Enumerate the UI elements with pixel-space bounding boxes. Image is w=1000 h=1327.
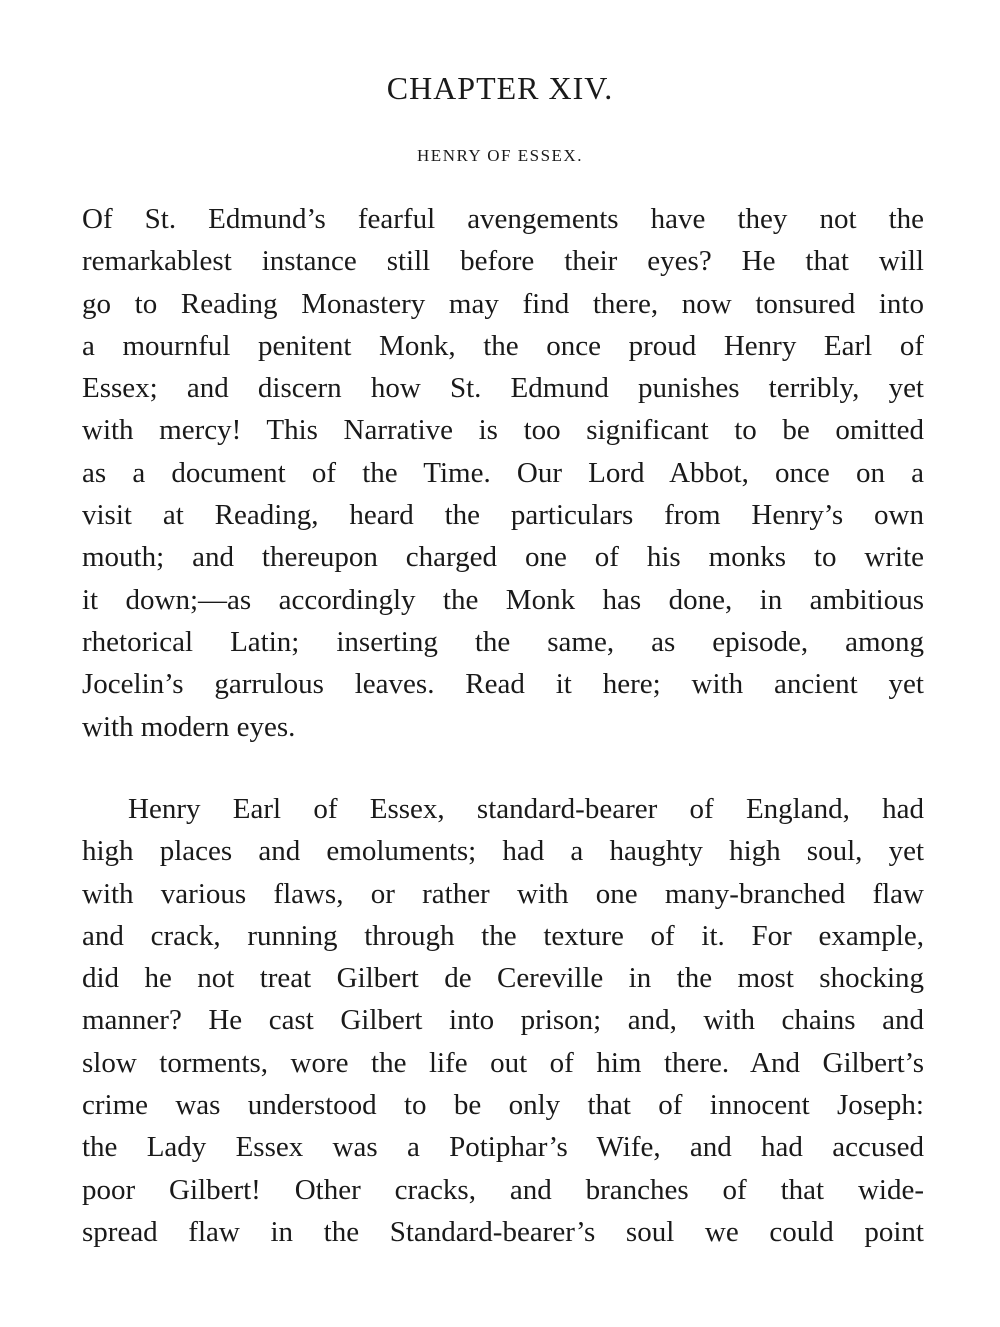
text-line: a mournful penitent Monk, the once proud Henry Earl of [82,329,924,362]
text-line: remarkablest instance still before their eyes? He that will [82,245,924,278]
text-line: as a document of the Time. Our Lord Abbot, once on a [82,456,924,489]
text-line: with various flaws, or rather with one many-branched flaw [82,877,924,910]
chapter-title: CHAPTER XIV. [386,70,614,106]
text-line: go to Reading Monastery may find there, now tonsured into [82,287,924,320]
chapter-subtitle: HENRY OF ESSEX. [417,146,583,165]
text-line: mouth; and thereupon charged one of his monks to write [82,541,924,574]
text-line: Jocelin’s garrulous leaves. Read it here; with ancient yet [82,668,924,701]
paragraph-1 [82,198,924,748]
text-line: rhetorical Latin; inserting the same, as episode, among [82,625,924,658]
text-line: it down;—as accordingly the Monk has done, in ambitious [82,583,924,616]
text-line: Of St. Edmund’s fearful avengements have they not the [82,203,924,235]
text-line: Henry Earl of Essex, standard-bearer of England, had [128,793,924,825]
text-line: the Lady Essex was a Potiphar’s Wife, and had accused [82,1131,924,1164]
text-line: with modern eyes. [82,710,296,743]
paragraph-2 [82,788,924,1253]
text-line: did he not treat Gilbert de Cereville in the most shocking [82,962,924,995]
text-line: high places and emoluments; had a haughty high soul, yet [82,835,924,868]
text-line: with mercy! This Narrative is too significant to be omitted [82,414,924,447]
text-line: Essex; and discern how St. Edmund punishes terribly, yet [82,372,924,405]
text-line: and crack, running through the texture of it. For example, [82,919,924,952]
text-line: crime was understood to be only that of innocent Joseph: [82,1089,924,1122]
text-line: spread flaw in the Standard-bearer’s soul we could point [82,1215,924,1248]
text-line: poor Gilbert! Other cracks, and branches of that wide- [82,1173,924,1206]
text-line: slow torments, wore the life out of him there. And Gilbert’s [82,1046,924,1079]
text-line: manner? He cast Gilbert into prison; and, with chains and [82,1004,924,1037]
text-line: visit at Reading, heard the particulars from Henry’s own [82,499,924,532]
